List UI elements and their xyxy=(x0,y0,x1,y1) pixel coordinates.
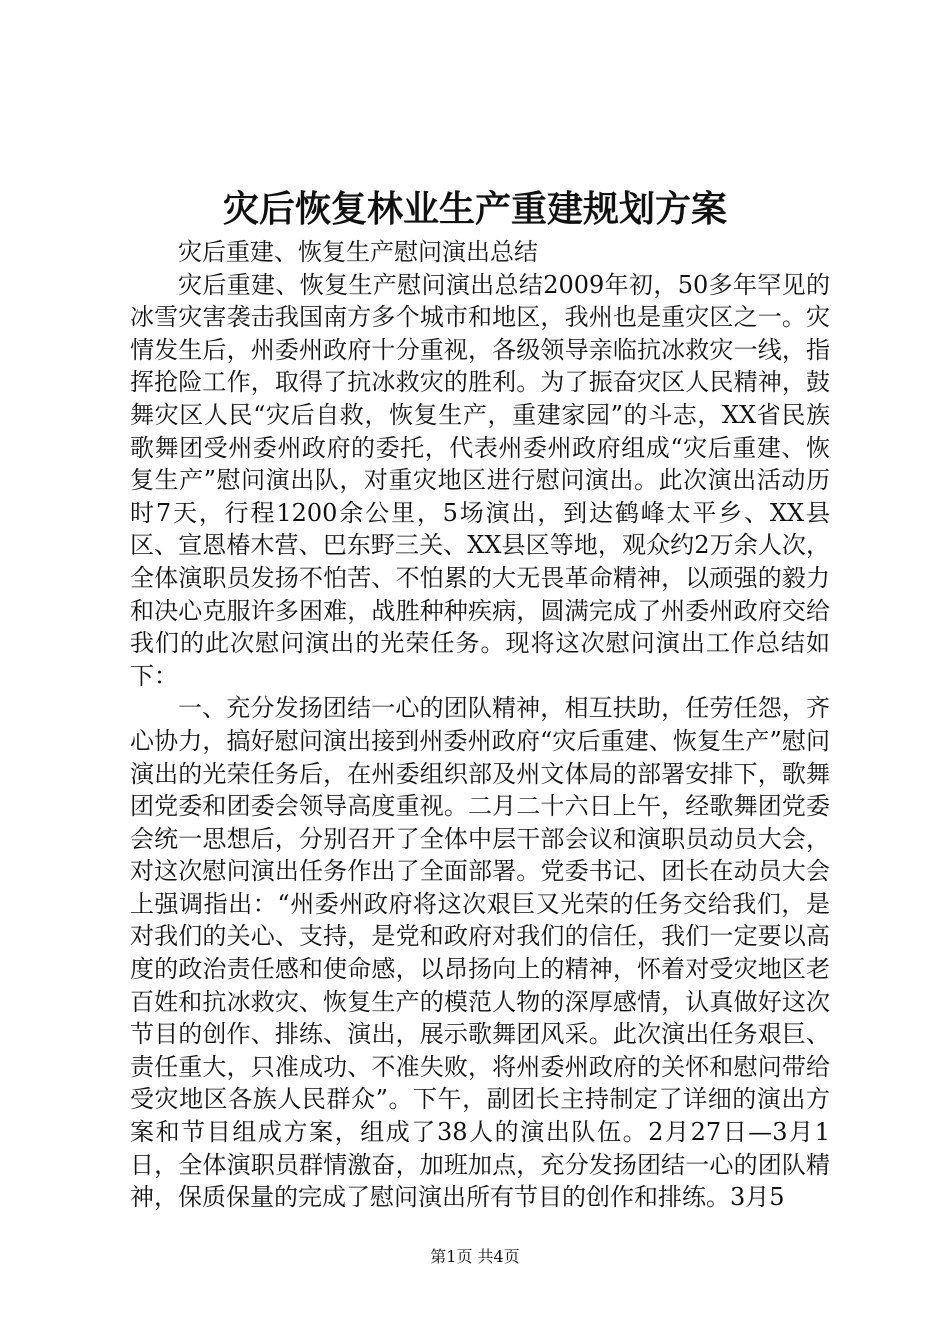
paragraph-intro: 灾后重建、恢复生产慰问演出总结2009年初，50多年罕见的冰雪灾害袭击我国南方多个城市和地区，我州也是重灾区之一。灾情发生后，州委州政府十分重视，各级领导亲临抗冰救灾一线，指挥抢险工作，取得了抗冰救灾的胜利。为了振奋灾区人民精神，鼓舞灾区人民“灾后自救，恢复生产，重建家园”的斗志，XX省民族歌舞团受州委州政府的委托，代表州委州政府组成“灾后重建、恢复生产”慰问演出队，对重灾地区进行慰问演出。此次演出活动历时7天，行程1200余公里，5场演出，到达鹤峰太平乡、XX县区、宣恩椿木营、巴东野三关、XX县区等地，观众约2万余人次，全体演职员发扬不怕苦、不怕累的大无畏革命精神，以顽强的毅力和决心克服许多困难，战胜种种疾病，圆满完成了州委州政府交给我们的此次慰问演出的光荣任务。现将这次慰问演出工作总结如下： xyxy=(130,270,830,690)
paragraph-subtitle: 灾后重建、恢复生产慰问演出总结 xyxy=(178,238,538,266)
document-body xyxy=(130,236,830,1214)
document-title: 灾后恢复林业生产重建规划方案 xyxy=(222,188,727,230)
page-footer: 第1页 共4页 xyxy=(430,1247,520,1266)
paragraph-section-one: 一、充分发扬团结一心的团队精神，相互扶助，任劳任怨，齐心协力，搞好慰问演出接到州委州政府“灾后重建、恢复生产”慰问演出的光荣任务后，在州委组织部及州文体局的部署安排下，歌舞团党委和团委会领导高度重视。二月二十六日上午，经歌舞团党委会统一思想后，分别召开了全体中层干部会议和演职员动员大会，对这次慰问演出任务作出了全面部署。党委书记、团长在动员大会上强调指出：“州委州政府将这次艰巨又光荣的任务交给我们，是对我们的关心、支持，是党和政府对我们的信任，我们一定要以高度的政治责任感和使命感，以昂扬向上的精神，怀着对受灾地区老百姓和抗冰救灾、恢复生产的模范人物的深厚感情，认真做好这次节目的创作、排练、演出，展示歌舞团风采。此次演出任务艰巨、责任重大，只准成功、不准失败，将州委州政府的关怀和慰问带给受灾地区各族人民群众”。下午，副团长主持制定了详细的演出方案和节目组成方案，组成了38人的演出队伍。2月27日—3月1日，全体演职员群情激奋，加班加点，充分发扬团结一心的团队精神，保质保量的完成了慰问演出所有节目的创作和排练。3月5 xyxy=(130,694,830,1212)
